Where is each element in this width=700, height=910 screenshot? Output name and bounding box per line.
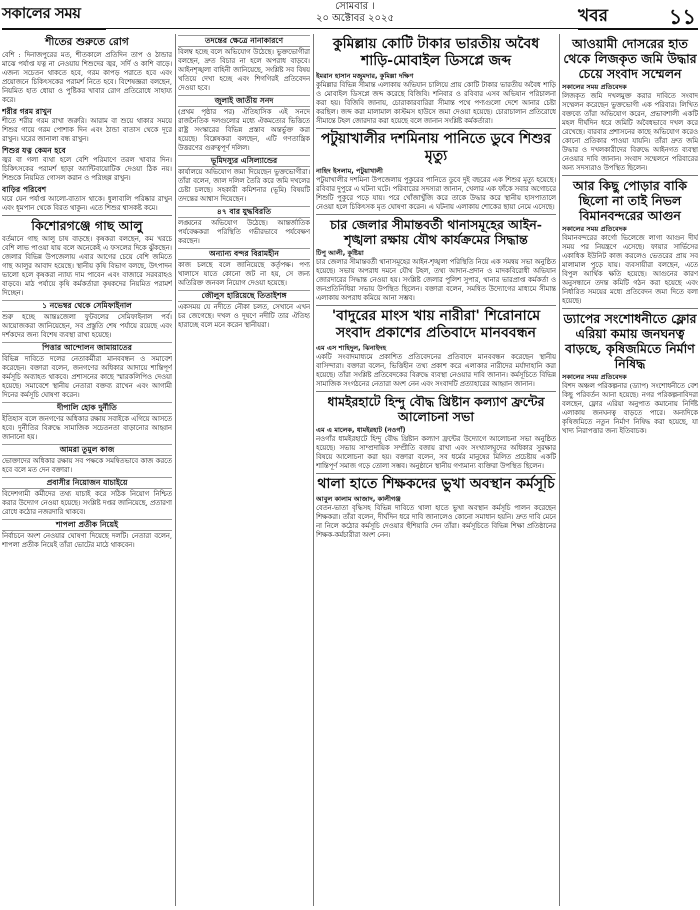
continuation-heading[interactable]: আমরা তুমুল কাজ [2,444,172,456]
article-body: একটি সংবাদমাধ্যমে প্রকাশিত প্রতিবেদনের প্রতিবাদে মানববন্ধন করেছেন স্থানীয় বাসিন্দারা। বক্তারা বলেন, ভিত্তিহীন তথ্য প্রকাশ করে এলাকার নারীদের মর্যাদাহানি করা হয়েছে। তাঁরা সংশ্লিষ্ট প্রতিবেদকের বিরুদ্ধে ব্যবস্থা নেওয়ার দাবি জানান। কর্মসূচিতে বিভিন্ন সামাজিক সংগঠনের নেতারা অংশ নেন এবং সংবাদটি প্রত্যাহারের আহ্বান জানান। [316,353,556,388]
column-divider [313,34,314,906]
article-body: কুমিল্লার বিভিন্ন সীমান্ত এলাকায় অভিযান চালিয়ে প্রায় কোটি টাকার ভারতীয় অবৈধ শাড়ি ও মোবাইল ডিসপ্লে জব্দ করেছে বিজিবি। শনিবার ও রবিবার এসব অভিযান পরিচালনা করা হয়। বিজিবি জানায়, চোরাকারবারিরা সীমান্ত পথে পণ্যগুলো দেশে আনার চেষ্টা করছিল। জব্দ করা মালামাল কাস্টমস হাউসে জমা দেওয়া হয়েছে। চোরাচালান প্রতিরোধে সীমান্তে টহল জোরদার করা হয়েছে বলে জানান সংশ্লিষ্ট কর্মকর্তারা। [316,81,556,125]
article-body: শীতে শরীর গরম রাখা জরুরি। আরাম বা শুয়ে থাকার সময়ে শিশুর গায়ে গরম পোশাক দিন এবং ঠান্ডা বাতাস থেকে দূরে রাখুন। ঘরের জানালা বন্ধ রাখুন। [2,117,172,143]
article-body: বিমানবন্দরের কার্গো ভিলেজে লাগা আগুন দীর্ঘ সময় পর নিয়ন্ত্রণে এসেছে। ফায়ার সার্ভিসের একাধিক ইউনিট কাজ করলেও ভেতরের প্রায় সব মালামাল পুড়ে যায়। ব্যবসায়ীরা বলছেন, এতে বিপুল আর্থিক ক্ষতি হয়েছে। আগুনের কারণ অনুসন্ধানে তদন্ত কমিটি গঠন করা হয়েছে এবং নির্ধারিত সময়ের মধ্যে প্রতিবেদন জমা দিতে বলা হয়েছে। [562,234,698,305]
article-body: শুরু হচ্ছে আন্তঃজেলা ফুটবলের সেমিফাইনাল পর্ব। আয়োজকরা জানিয়েছেন, সব প্রস্তুতি শেষ পর্যায়ে রয়েছে এবং দর্শকদের জন্য বিশেষ ব্যবস্থা রাখা হয়েছে। [2,313,172,339]
article-byline: এম এস শাহিদুল, ঝিনাইদহ [316,344,387,352]
article-headline[interactable]: 'বাদুরের মাংস খায় নারীরা' শিরোনামে সংবাদ প্রকাশের প্রতিবাদে মানববন্ধন [331,308,541,341]
column-right [562,34,698,906]
article-body: লঙ্ঘনের অভিযোগ উঠেছে। আন্তর্জাতিক পর্যবেক্ষকরা পরিস্থিতি গভীরভাবে পর্যবেক্ষণ করছেন। [178,219,310,245]
article-divider [316,305,556,306]
column-left [2,34,172,906]
article-headline[interactable]: ড্যাপের সংশোধনীতে ফ্লোর এরিয়া কমায় জনঘনত্ব বাড়ছে, কৃষিজমিতে নির্মাণ নিষিদ্ধ [563,311,697,371]
article-body: কার্যালয়ে অভিযোগ জমা দিয়েছেন ভুক্তভোগীরা। তাঁরা বলেন, জাল দলিল তৈরি করে জমি দখলের চেষ্টা চলছে। সহকারী কমিশনার (ভূমি) বিষয়টি তদন্তের আশ্বাস দিয়েছেন। [178,168,310,203]
article-headline[interactable]: আর কিছু পোড়ার বাকি ছিলো না তাই নিভল বিমানবন্দরের আগুন [573,178,687,223]
article-body: ভোক্তাদের অধিকার রক্ষায় সব পক্ষকে সমন্বিতভাবে কাজ করতে হবে বলে মত দেন বক্তারা। [2,457,172,474]
article-body: নির্বাচনে অংশ নেওয়ার ঘোষণা দিয়েছে দলটি। নেতারা বলেন, শাপলা প্রতীক নিয়েই তাঁরা ভোটের মাঠে থাকবেন। [2,532,172,549]
continuation-heading[interactable]: দীপালি হোক দুর্নীতি [2,402,172,414]
section-title: খবর [578,6,608,26]
article-body: লিজকৃত জমি দখলমুক্ত করার দাবিতে সংবাদ সম্মেলন করেছেন ভুক্তভোগী এক পরিবার। লিখিত বক্তব্যে তাঁরা অভিযোগ করেন, প্রভাবশালী একটি মহল দীর্ঘদিন ধরে জমিটি অবৈধভাবে দখল করে রেখেছে। বারবার প্রশাসনের কাছে অভিযোগ করেও কোনো প্রতিকার পাওয়া যায়নি। তাঁরা দ্রুত জমি উদ্ধার ও দখলকারীদের বিরুদ্ধে আইনগত ব্যবস্থা নেওয়ার দাবি জানান। সংবাদ সম্মেলনে পরিবারের অন্য সদস্যরাও উপস্থিত ছিলেন। [562,92,698,172]
article-byline: নাহিদ ইসলাম, পটুয়াখালী [316,167,383,175]
article-headline[interactable]: আওয়ামী দোসরের হাত থেকে লিজকৃত জমি উদ্ধার চেয়ে সংবাদ সম্মেলন [563,36,697,81]
article-divider [316,214,556,215]
article-divider [562,175,698,176]
article-headline[interactable]: থালা হাতে শিক্ষকদের ভুখা অবস্থান কর্মসূচি [317,476,555,492]
article-headline[interactable]: চার জেলার সীমান্তবর্তী থানাসমূহের আইন-শৃঙ্খলা রক্ষায় যৌথ কার্যক্রমের সিদ্ধান্ত [330,217,542,247]
article-body: বর্তমানে গাছ আলু চাষ বাড়ছে। কৃষকরা বলছেন, কম খরচে বেশি লাভ পাওয়া যায় বলে অনেকেই এ ফসলের দিকে ঝুঁকছেন। জেলার বিভিন্ন উপজেলায় এবার আগের চেয়ে বেশি জমিতে গাছ আলুর আবাদ হয়েছে। স্থানীয় কৃষি বিভাগ বলছে, উৎপাদন ভালো হলে কৃষকরা ন্যায্য দাম পাবেন এবং বাজারে সরবরাহও বাড়বে। মাঠ পর্যায়ে কৃষি কর্মকর্তারা কৃষকদের নিয়মিত পরামর্শ দিচ্ছেন। [2,235,172,297]
article-body: ইতিহাস বলে জনগণের অধিকার রক্ষায় সবাইকে এগিয়ে আসতে হবে। দুর্নীতির বিরুদ্ধে সামাজিক সচেতনতা বাড়ানোর আহ্বান জানানো হয়। [2,415,172,441]
continuation-heading[interactable]: অন্যান্য বন্দর বিরামহীন [178,248,310,260]
column-middle [316,34,556,906]
article-body: (প্রথম পৃষ্ঠার পর) ঐতিহাসিক এই সনদে রাজনৈতিক দলগুলোর মধ্যে ঐকমত্যের ভিত্তিতে রাষ্ট্র সংস্কারের বিভিন্ন প্রস্তাব অন্তর্ভুক্ত করা হয়েছে। বিশ্লেষকরা বলছেন, এটি গণতান্ত্রিক উত্তরণের গুরুত্বপূর্ণ দলিল। [178,108,310,152]
article-headline[interactable]: কুমিল্লায় কোটি টাকার ভারতীয় অবৈধ শাড়ি-মোবাইল ডিসপ্লে জব্দ [332,36,540,69]
article-byline: সকালের সময় প্রতিবেদক [562,225,627,233]
article-body: একসময় যে নদীতে নৌকা চলত, সেখানে এখন চর জেগেছে। দখল ও দূষণে নদীটি তার ঐতিহ্য হারাচ্ছে বলে মনে করেন স্থানীয়রা। [178,303,310,329]
article-body: কাজ চলছে বলে জানিয়েছে কর্তৃপক্ষ। পণ্য খালাসে যাতে কোনো জট না হয়, সে জন্য অতিরিক্ত জনবল নিয়োগ দেওয়া হয়েছে। [178,261,310,287]
masthead-section-block [578,0,698,30]
article-byline: আবুল কালাম আজাদ, কালীগঞ্জ [316,495,401,503]
article-headline[interactable]: পটুয়াখালীর দশমিনায় পানিতে ডুবে শিশুর মৃত্যু [320,131,552,164]
weekday-label: সোমবার । [335,1,375,12]
continuation-heading[interactable]: জুলাই জাতীয় সনদ [178,95,310,107]
page-number: ১১ [668,4,696,29]
continuation-heading[interactable]: ভূমিদস্যুর এসিল্যান্ডের [178,155,310,167]
article-body: বিদেশগামী কর্মীদের তথ্য যাচাই করে সঠিক নিয়োগ নিশ্চিত করার উদ্যোগ নেওয়া হয়েছে। সংশ্লিষ্ট দপ্তর জানিয়েছে, প্রতারণা রোধে কঠোর নজরদারি থাকবে। [2,490,172,516]
article-body: বেশি : দিনাজপুরের মত, শীতকালে প্রতিদিন তাপ ও ঠান্ডার মাঝে পর্যাপ্ত যত্ন না নেওয়ায় শিশুদের জ্বর, সর্দি ও কাশি বাড়ে। এজন্য সচেতন থাকতে হবে, গরম কাপড় পরাতে হবে এবং প্রয়োজনে চিকিৎসকের পরামর্শ নিতে হবে। বিশেষজ্ঞরা বলছেন, নিয়মিত হাত ধোয়া ও পুষ্টিকর খাবার রোগ প্রতিরোধে সাহায্য করে। [2,51,172,104]
article-byline: সকালের সময় প্রতিবেদক [562,373,627,381]
article-divider [316,391,556,392]
article-body: পটুয়াখালীর দশমিনা উপজেলায় পুকুরের পানিতে ডুবে দুই বছরের এক শিশুর মৃত্যু হয়েছে। রবিবার দুপুরে এ ঘটনা ঘটে। পরিবারের সদস্যরা জানান, খেলার এক ফাঁকে সবার অগোচরে শিশুটি পুকুরে পড়ে যায়। পরে খোঁজাখুঁজি করে তাকে উদ্ধার করে স্থানীয় হাসপাতালে নেওয়া হলে চিকিৎসক মৃত ঘোষণা করেন। এ ঘটনায় এলাকায় শোকের ছায়া নেমে এসেছে। [316,176,556,211]
article-body: নওগাঁর ধামইরহাটে হিন্দু বৌদ্ধ খ্রিষ্টান কল্যাণ ফ্রন্টের উদ্যোগে আলোচনা সভা অনুষ্ঠিত হয়েছে। সভায় সাম্প্রদায়িক সম্প্রীতি বজায় রাখা এবং সংখ্যালঘুদের অধিকার সুরক্ষার বিষয়ে আলোচনা করা হয়। বক্তারা বলেন, সব ধর্মের মানুষের মিলিত প্রচেষ্টায় একটি শান্তিপূর্ণ সমাজ গড়ে তোলা সম্ভব। অনুষ্ঠানে স্থানীয় গণ্যমান্য ব্যক্তিরা উপস্থিত ছিলেন। [316,435,556,470]
masthead-rule [106,28,578,29]
column-divider [175,34,176,906]
continuation-heading[interactable]: ১ নভেম্বর থেকে সেমিফাইনাল [2,300,172,312]
article-divider [316,128,556,129]
continuation-heading[interactable]: জৌলুস হারিয়েছে তিতাইশঙ্গ [178,290,310,302]
article-body: বিশদ অঞ্চল পরিকল্পনার (ড্যাপ) সংশোধনীতে বেশ কিছু পরিবর্তন আনা হয়েছে। নগর পরিকল্পনাবিদরা বলছেন, ফ্লোর এরিয়া অনুপাত কমানোয় নির্দিষ্ট এলাকায় জনঘনত্ব বাড়তে পারে। অন্যদিকে কৃষিজমিতে নতুন নির্মাণ নিষিদ্ধ করা হয়েছে, যা খাদ্য নিরাপত্তার জন্য ইতিবাচক। [562,382,698,435]
continuation-heading[interactable]: পিত্তার আন্দোলন জামায়াতের [2,342,172,354]
article-subhead: শিশুর যত্ন কেমন হবে [2,146,66,155]
paper-name: সকালের সময় [2,4,81,22]
article-byline: ইমরান হাসান মজুমদার, কুমিল্লা দক্ষিণ [316,72,414,80]
continuation-heading[interactable]: ৪৭ বার যুদ্ধবিরতি [178,206,310,218]
continuation-heading[interactable]: তদন্তের ক্ষেত্রে নানাকারণে [178,35,310,47]
article-divider [316,473,556,474]
article-headline[interactable]: শীতের শুরুতে রোগ [45,36,129,48]
article-byline: টিপু আলী, কুষ্টিয়া [316,249,364,257]
column-divider [559,34,560,906]
article-headline[interactable]: ধামইরহাটে হিন্দু বৌদ্ধ খ্রিষ্টান কল্যাণ ফ্রন্টের আলোচনা সভা [327,394,545,424]
column-second [178,34,310,824]
article-body: ঘরে যেন পর্যাপ্ত আলো-বাতাস থাকে। ধুলাবালি পরিষ্কার রাখুন এবং ধূমপান থেকে বিরত থাকুন। এতে শিশুর শ্বাসকষ্ট কমে। [2,195,172,212]
article-headline[interactable]: কিশোরগঞ্জে গাছ আলু [31,218,143,233]
continuation-heading[interactable]: প্রবাসীর নিয়োজন যাচাইয়ে [2,477,172,489]
article-body: চার জেলার সীমান্তবর্তী থানাসমূহের আইন-শৃঙ্খলা পরিস্থিতি নিয়ে এক সমন্বয় সভা অনুষ্ঠিত হয়েছে। সভায় অপরাধ দমনে যৌথ টহল, তথ্য আদান-প্রদান ও মাদকবিরোধী অভিযান জোরদারের সিদ্ধান্ত নেওয়া হয়। সংশ্লিষ্ট জেলার পুলিশ সুপার, থানার ভারপ্রাপ্ত কর্মকর্তা ও জনপ্রতিনিধিরা সভায় উপস্থিত ছিলেন। বক্তারা বলেন, সমন্বিত উদ্যোগের মাধ্যমে সীমান্ত এলাকায় অপরাধ কমিয়ে আনা সম্ভব। [316,258,556,302]
masthead [0,0,700,32]
masthead-logo [2,0,106,30]
article-byline: সকালের সময় প্রতিবেদক [562,83,627,91]
article-byline: এম এ মালেক, ধামইরহাট (নওগাঁ) [316,426,406,434]
article-subhead: বাড়ির পরিবেশ [2,185,47,194]
continuation-heading[interactable]: শাপলা প্রতীক নিয়েই [2,519,172,531]
date-label: ২০ অক্টোবর ২০২৫ [315,13,395,24]
article-body: বেতন-ভাতা বৃদ্ধিসহ বিভিন্ন দাবিতে থালা হাতে ভুখা অবস্থান কর্মসূচি পালন করেছেন শিক্ষকরা। তাঁরা বলেন, দীর্ঘদিন ধরে দাবি জানালেও কোনো সমাধান হয়নি। দ্রুত দাবি মেনে না নিলে কঠোর কর্মসূচি দেওয়ার হুঁশিয়ারি দেন তাঁরা। কর্মসূচিতে বিভিন্ন শিক্ষা প্রতিষ্ঠানের শিক্ষক-কর্মচারীরা অংশ নেন। [316,504,556,539]
article-subhead: শরীর গরম রাখুন [2,107,52,116]
article-body: জ্বর বা গলা ব্যথা হলে বেশি পরিমাণে তরল খাবার দিন। চিকিৎসকের পরামর্শ ছাড়া অ্যান্টিবায়োটিক দেওয়া ঠিক নয়। শিশুকে নিয়মিত গোসল করান ও পরিচ্ছন্ন রাখুন। [2,156,172,182]
article-body: বিলম্ব হচ্ছে বলে অভিযোগ উঠেছে। ভুক্তভোগীরা বলছেন, দ্রুত বিচার না হলে অপরাধ বাড়বে। আইনশৃঙ্খলা বাহিনী জানিয়েছে, সংশ্লিষ্ট সব বিষয় খতিয়ে দেখা হচ্ছে এবং শিগগিরই প্রতিবেদন দেওয়া হবে। [178,48,310,92]
article-divider [562,308,698,309]
masthead-date-block [290,1,420,25]
article-body: বিভিন্ন দাবিতে দলের নেতাকর্মীরা মানববন্ধন ও সমাবেশ করেছেন। বক্তারা বলেন, জনগণের অধিকার আদায়ে শান্তিপূর্ণ কর্মসূচি অব্যাহত থাকবে। প্রশাসনের কাছে স্মারকলিপিও দেওয়া হয়েছে। সমাবেশে স্থানীয় নেতারা বক্তব্য রাখেন এবং আগামী দিনের কর্মসূচি ঘোষণা করেন। [2,355,172,399]
article-divider [2,215,172,216]
